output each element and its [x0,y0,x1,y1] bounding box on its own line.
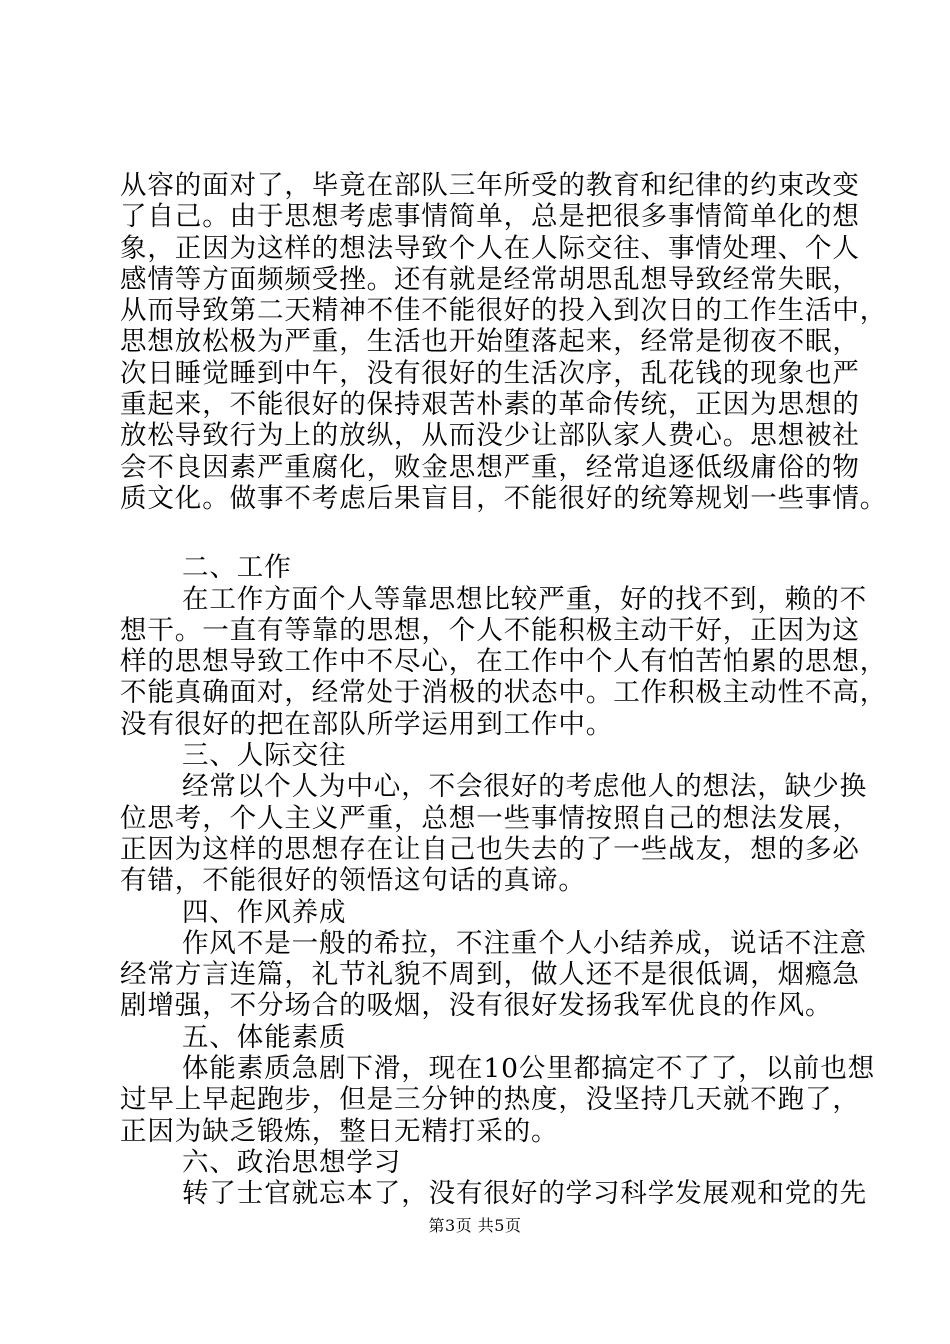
paragraph-self-reflection [120,170,888,514]
text-line: 过早上早起跑步，但是三分钟的热度，没坚持几天就不跑了， [120,1084,860,1116]
text-line: 不能真确面对，经常处于消极的状态中。工作积极主动性不高， [120,677,888,709]
section-heading-fitness: 五、体能素质 [182,1021,347,1053]
text-line: 从容的面对了，毕竟在部队三年所受的教育和纪律的约束改变 [120,170,860,201]
text-line: 思想放松极为严重，生活也开始堕落起来，经常是彻夜不眠， [120,326,860,358]
section-political-study-body [120,1178,867,1210]
paragraph-gap [120,514,850,552]
text-line: 经常以个人为中心，不会很好的考虑他人的想法，缺少换 [182,771,867,803]
text-line: 会不良因素严重腐化，败金思想严重，经常追逐低级庸俗的物 [120,451,860,483]
section-work-body [120,583,888,740]
text-line: 感情等方面频频受挫。还有就是经常胡思乱想导致经常失眠， [120,263,860,295]
text-line: 体能素质急剧下滑，现在10公里都搞定不了了，以前也想 [182,1053,876,1085]
section-heading-political-study: 六、政治思想学习 [182,1146,402,1178]
section-heading-interpersonal: 三、人际交往 [182,740,347,772]
text-line: 次日睡觉睡到中午，没有很好的生活次序，乱花钱的现象也严 [120,357,860,389]
text-line: 转了士官就忘本了，没有很好的学习科学发展观和党的先 [182,1178,867,1210]
text-line: 正因为缺乏锻炼，整日无精打采的。 [120,1115,559,1147]
section-heading-conduct: 四、作风养成 [182,896,347,928]
text-line: 放松导致行为上的放纵，从而没少让部队家人费心。思想被社 [120,420,860,452]
text-line: 了自己。由于思想考虑事情简单，总是把很多事情简单化的想 [120,201,860,233]
text-line: 位思考，个人主义严重，总想一些事情按照自己的想法发展， [120,802,860,834]
text-line: 作风不是一般的希拉，不注重个人小结养成，说话不注意 [182,927,867,959]
text-line: 从而导致第二天精神不佳不能很好的投入到次日的工作生活中， [120,295,888,327]
text-line: 样的思想导致工作中不尽心，在工作中个人有怕苦怕累的思想， [120,646,888,678]
text-line: 没有很好的把在部队所学运用到工作中。 [120,708,614,740]
section-heading-work: 二、工作 [182,552,292,584]
text-line: 剧增强，不分场合的吸烟，没有很好发扬我军优良的作风。 [120,990,833,1022]
page-number-footer: 第3页 共5页 [428,1216,522,1235]
text-line: 正因为这样的思想存在让自己也失去的了一些战友，想的多必 [120,833,860,865]
document-body [120,170,888,1210]
text-line: 经常方言连篇，礼节礼貌不周到，做人还不是很低调，烟瘾急 [120,959,860,991]
section-conduct-body [120,927,867,1022]
text-line: 重起来，不能很好的保持艰苦朴素的革命传统，正因为思想的 [120,389,860,421]
text-line: 在工作方面个人等靠思想比较严重，好的找不到，赖的不 [182,583,867,615]
text-line: 想干。一直有等靠的思想，个人不能积极主动干好，正因为这 [120,614,860,646]
text-line: 有错，不能很好的领悟这句话的真谛。 [120,865,586,897]
text-line: 象，正因为这样的想法导致个人在人际交往、事情处理、个人 [120,232,860,264]
section-interpersonal-body [120,771,867,897]
text-line: 质文化。做事不考虑后果盲目，不能很好的统筹规划一些事情。 [120,482,888,514]
section-fitness-body [120,1053,876,1147]
